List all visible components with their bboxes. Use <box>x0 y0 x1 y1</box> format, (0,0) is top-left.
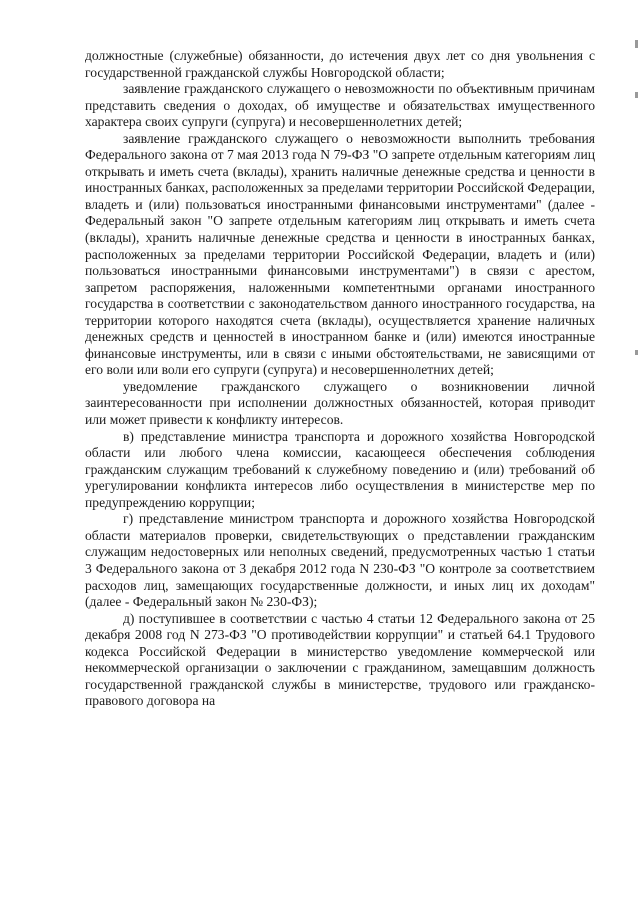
paragraph-4: уведомление гражданского служащего о возникновении личной заинтересованности при исполнении должностных обязанностей, которая приводит или может привести к конфликту интересов. <box>85 378 595 428</box>
paragraph-1: должностные (служебные) обязанности, до истечения двух лет со дня увольнения с государственной гражданской службы Новгородской области; <box>85 48 595 80</box>
paragraph-7: д) поступившее в соответствии с частью 4 статьи 12 Федерального закона от 25 декабря 2008 год N 273-ФЗ "О противодействии коррупции" и статьей 64.1 Трудового кодекса Российской Федерации в министерство уведомление коммерческой или некоммерческой организации о заключении с гражданином, замещавшим должность государственной гражданской службы в министерстве, трудового или гражданско-правового договора на <box>85 610 595 709</box>
scan-edge-mark-top <box>635 40 638 48</box>
document-page <box>85 48 595 710</box>
scan-edge-mark-low <box>635 350 638 355</box>
paragraph-2: заявление гражданского служащего о невозможности по объективным причинам представить сведения о доходах, об имуществе и обязательствах имущественного характера своих супруги (супруга) и несовершеннолетних детей; <box>85 81 595 130</box>
paragraph-6: г) представление министром транспорта и дорожного хозяйства Новгородской области материалов проверки, свидетельствующих о представлении гражданским служащим недостоверных или неполных сведений, предусмотренных частью 1 статьи 3 Федерального закона от 3 декабря 2012 года N 230-ФЗ "О контроле за соответствием расходов лиц, замещающих государственные должности, и иных лиц их доходам" (далее - Федеральный закон № 230-ФЗ); <box>85 511 595 610</box>
paragraph-5: в) представление министра транспорта и дорожного хозяйства Новгородской области или любого члена комиссии, касающееся обеспечения соблюдения гражданским служащим требований к служебному поведению и (или) требований об урегулировании конфликта интересов либо осуществления в министерстве мер по предупреждению коррупции; <box>85 428 595 510</box>
paragraph-3: заявление гражданского служащего о невозможности выполнить требования Федерального закона от 7 мая 2013 года N 79-ФЗ "О запрете отдельным категориям лиц открывать и иметь счета (вклады), хранить наличные денежные средства и ценности в иностранных банках, расположенных за пределами территории Российской Федерации, владеть и (или) пользоваться иностранными финансовыми инструментами" (далее - Федеральный закон "О запрете отдельным категориям лиц открывать и иметь счета (вклады), хранить наличные денежные средства и ценности в иностранных банках, расположенных за пределами территории Российской Федерации, владеть и (или) пользоваться иностранными финансовыми инструментами") в связи с арестом, запретом распоряжения, наложенными компетентными органами иностранного государства в соответствии с законодательством данного иностранного государства, на территории которого находятся счета (вклады), осуществляется хранение наличных денежных средств и ценностей в иностранном банке и (или) имеются иностранные финансовые инструменты, или в связи с иными обстоятельствами, не зависящими от его воли или воли его супруги (супруга) и несовершеннолетних детей; <box>85 130 595 378</box>
scan-edge-mark-mid <box>635 92 638 98</box>
